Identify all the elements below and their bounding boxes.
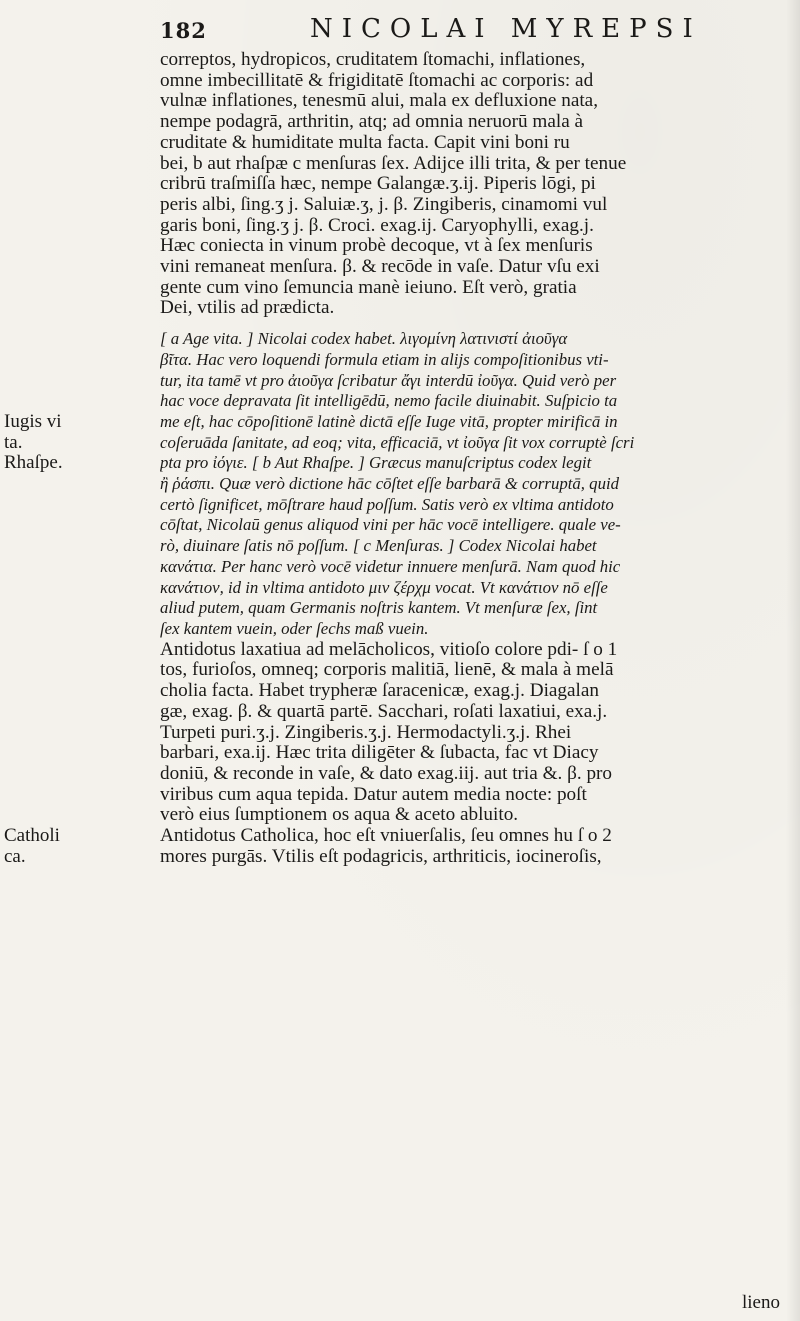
catchword: lieno — [742, 1292, 780, 1313]
page-edge-shadow — [786, 0, 800, 1321]
section-gap — [160, 319, 788, 329]
text-line: omne imbecillitatē & frigiditatē ſtomachi ac corporis: ad — [160, 70, 594, 91]
text-line: mores purgās. Vtilis eſt podagricis, arthriticis, iocineroſis, — [160, 846, 602, 867]
annotation-line: κανάτιον, id in vltima antidoto μιν ζέρχμ vocat. Vt κανάτιον nō eſſe — [160, 577, 608, 597]
text-line: Turpeti puri.ʒ.j. Zingiberis.ʒ.j. Hermodactyli.ʒ.j. Rhei — [160, 722, 572, 743]
annotation-line: βῖτα. Hac vero loquendi formula etiam in alijs compoſitionibus vti- — [160, 349, 609, 369]
text-line: vulnæ inflationes, tenesmū alui, mala ex defluxione nata, — [160, 91, 598, 112]
text-line: nempe podagrā, arthritin, atq; ad omnia neruorū mala à — [160, 112, 584, 133]
annotation-line: κανάτια. Per hanc verò vocē videtur innuere menſurā. Nam quod hic — [160, 556, 621, 576]
margin-note: Iugis vi — [4, 410, 62, 432]
text-line: viribus cum aqua tepida. Datur autem media nocte: poſt — [160, 784, 587, 805]
text-line: Antidotus laxatiua ad melācholicos, vitioſo colore pdi- ſ o 1 — [160, 639, 618, 660]
annotation-line: ἢ ῥάσπι. Quæ verò dictione hāc cōſtet eſſe barbarā & corruptā, quid — [160, 474, 620, 494]
annotation-line: [ a Age vita. ] Nicolai codex habet. λιγομίνη λατινιστί ἀιοῦγα — [160, 329, 568, 349]
margin-note: ta. — [4, 431, 23, 453]
text-line: tos, furioſos, omneq; corporis malitiā, lienē, & mala à melā — [160, 660, 614, 681]
text-line: cholia facta. Habet trypheræ ſaracenicæ, exag.j. Diagalan — [160, 681, 599, 702]
text-line: Hæc coniecta in vinum probè decoque, vt à ſex menſuris — [160, 236, 593, 257]
annotation-line: cōſtat, Nicolaū genus aliquod vini per hāc vocē intelligere. quale ve- — [160, 515, 621, 535]
annotation-line: rò, diuinare ſatis nō poſſum. [ c Menſuras. ] Codex Nicolai habet — [160, 536, 597, 556]
annotation-line: me eſt, hac cōpoſitionē latinè dictā eſſe Iuge vitā, propter mirificā in — [160, 411, 618, 431]
text-line: gæ, exag. β. & quartā partē. Sacchari, roſati laxatiui, exa.j. — [160, 701, 608, 722]
page-number: 182 — [160, 18, 207, 43]
text-line: cruditate & humiditate multa facta. Capit vini boni ru — [160, 132, 570, 153]
annotation-line: hac voce depravata ſit intelligēdū, nemo facile diuinabit. Suſpicio ta — [160, 391, 618, 411]
annotation-line: coſeruāda ſanitate, ad eoq; vita, efficaciā, vt ἰοῦγα ſit vox corruptè ſcri — [160, 432, 635, 452]
text-line: barbari, exa.ij. Hæc trita diligēter & ſubacta, fac vt Diacy — [160, 743, 599, 764]
page-header — [160, 14, 720, 46]
annotation-line: ſex kantem vuein, oder ſechs maß vuein. — [160, 618, 429, 638]
running-head: NICOLAI MYREPSI — [310, 14, 702, 44]
main-text-block — [160, 50, 788, 867]
text-line: vini remaneat menſura. β. & recōde in vaſe. Datur vſu exi — [160, 257, 600, 278]
text-line: gente cum vino ſemuncia manè ieiuno. Eſt verò, gratia — [160, 277, 577, 298]
margin-note: Rhaſpe. — [4, 452, 63, 474]
text-line: correptos, hydropicos, cruditatem ſtomachi, inflationes, — [160, 50, 586, 70]
text-line: Dei, vtilis ad prædicta. — [160, 298, 335, 319]
text-line: verò eius ſumptionem os aqua & aceto abluito. — [160, 805, 519, 826]
text-line: garis boni, ſing.ʒ j. β. Croci. exag.ij. Caryophylli, exag.j. — [160, 215, 594, 236]
margin-note: ca. — [4, 845, 26, 867]
text-line: peris albi, ſing.ʒ j. Saluiæ.ʒ, j. β. Zingiberis, cinamomi vul — [160, 194, 608, 215]
annotation-line: certò ſignificet, mōſtrare haud poſſum. Satis verò ex vltima antidoto — [160, 494, 614, 514]
text-line: Antidotus Catholica, hoc eſt vniuerſalis, ſeu omnes hu ſ o 2 — [160, 826, 612, 847]
text-line: bei, b aut rhaſpæ c menſuras ſex. Adijce illi trita, & per tenue — [160, 153, 627, 174]
text-line: cribrū traſmiſſa hæc, nempe Galangæ.ʒ.ij. Piperis lōgi, pi — [160, 174, 596, 195]
annotation-line: aliud putem, quam Germanis noſtris kantem. Vt menſuræ ſex, ſint — [160, 598, 598, 618]
annotation-line: tur, ita tamē vt pro ἀιοῦγα ſcribatur ἄγι interdū ἰοῦγα. Quid verò per — [160, 370, 617, 390]
text-line: doniū, & reconde in vaſe, & dato exag.iij. aut tria &. β. pro — [160, 763, 613, 784]
margin-note: Catholi — [4, 824, 60, 846]
annotation-line: pta pro ἰόγιε. [ b Aut Rhaſpe. ] Græcus manuſcriptus codex legit — [160, 453, 592, 473]
